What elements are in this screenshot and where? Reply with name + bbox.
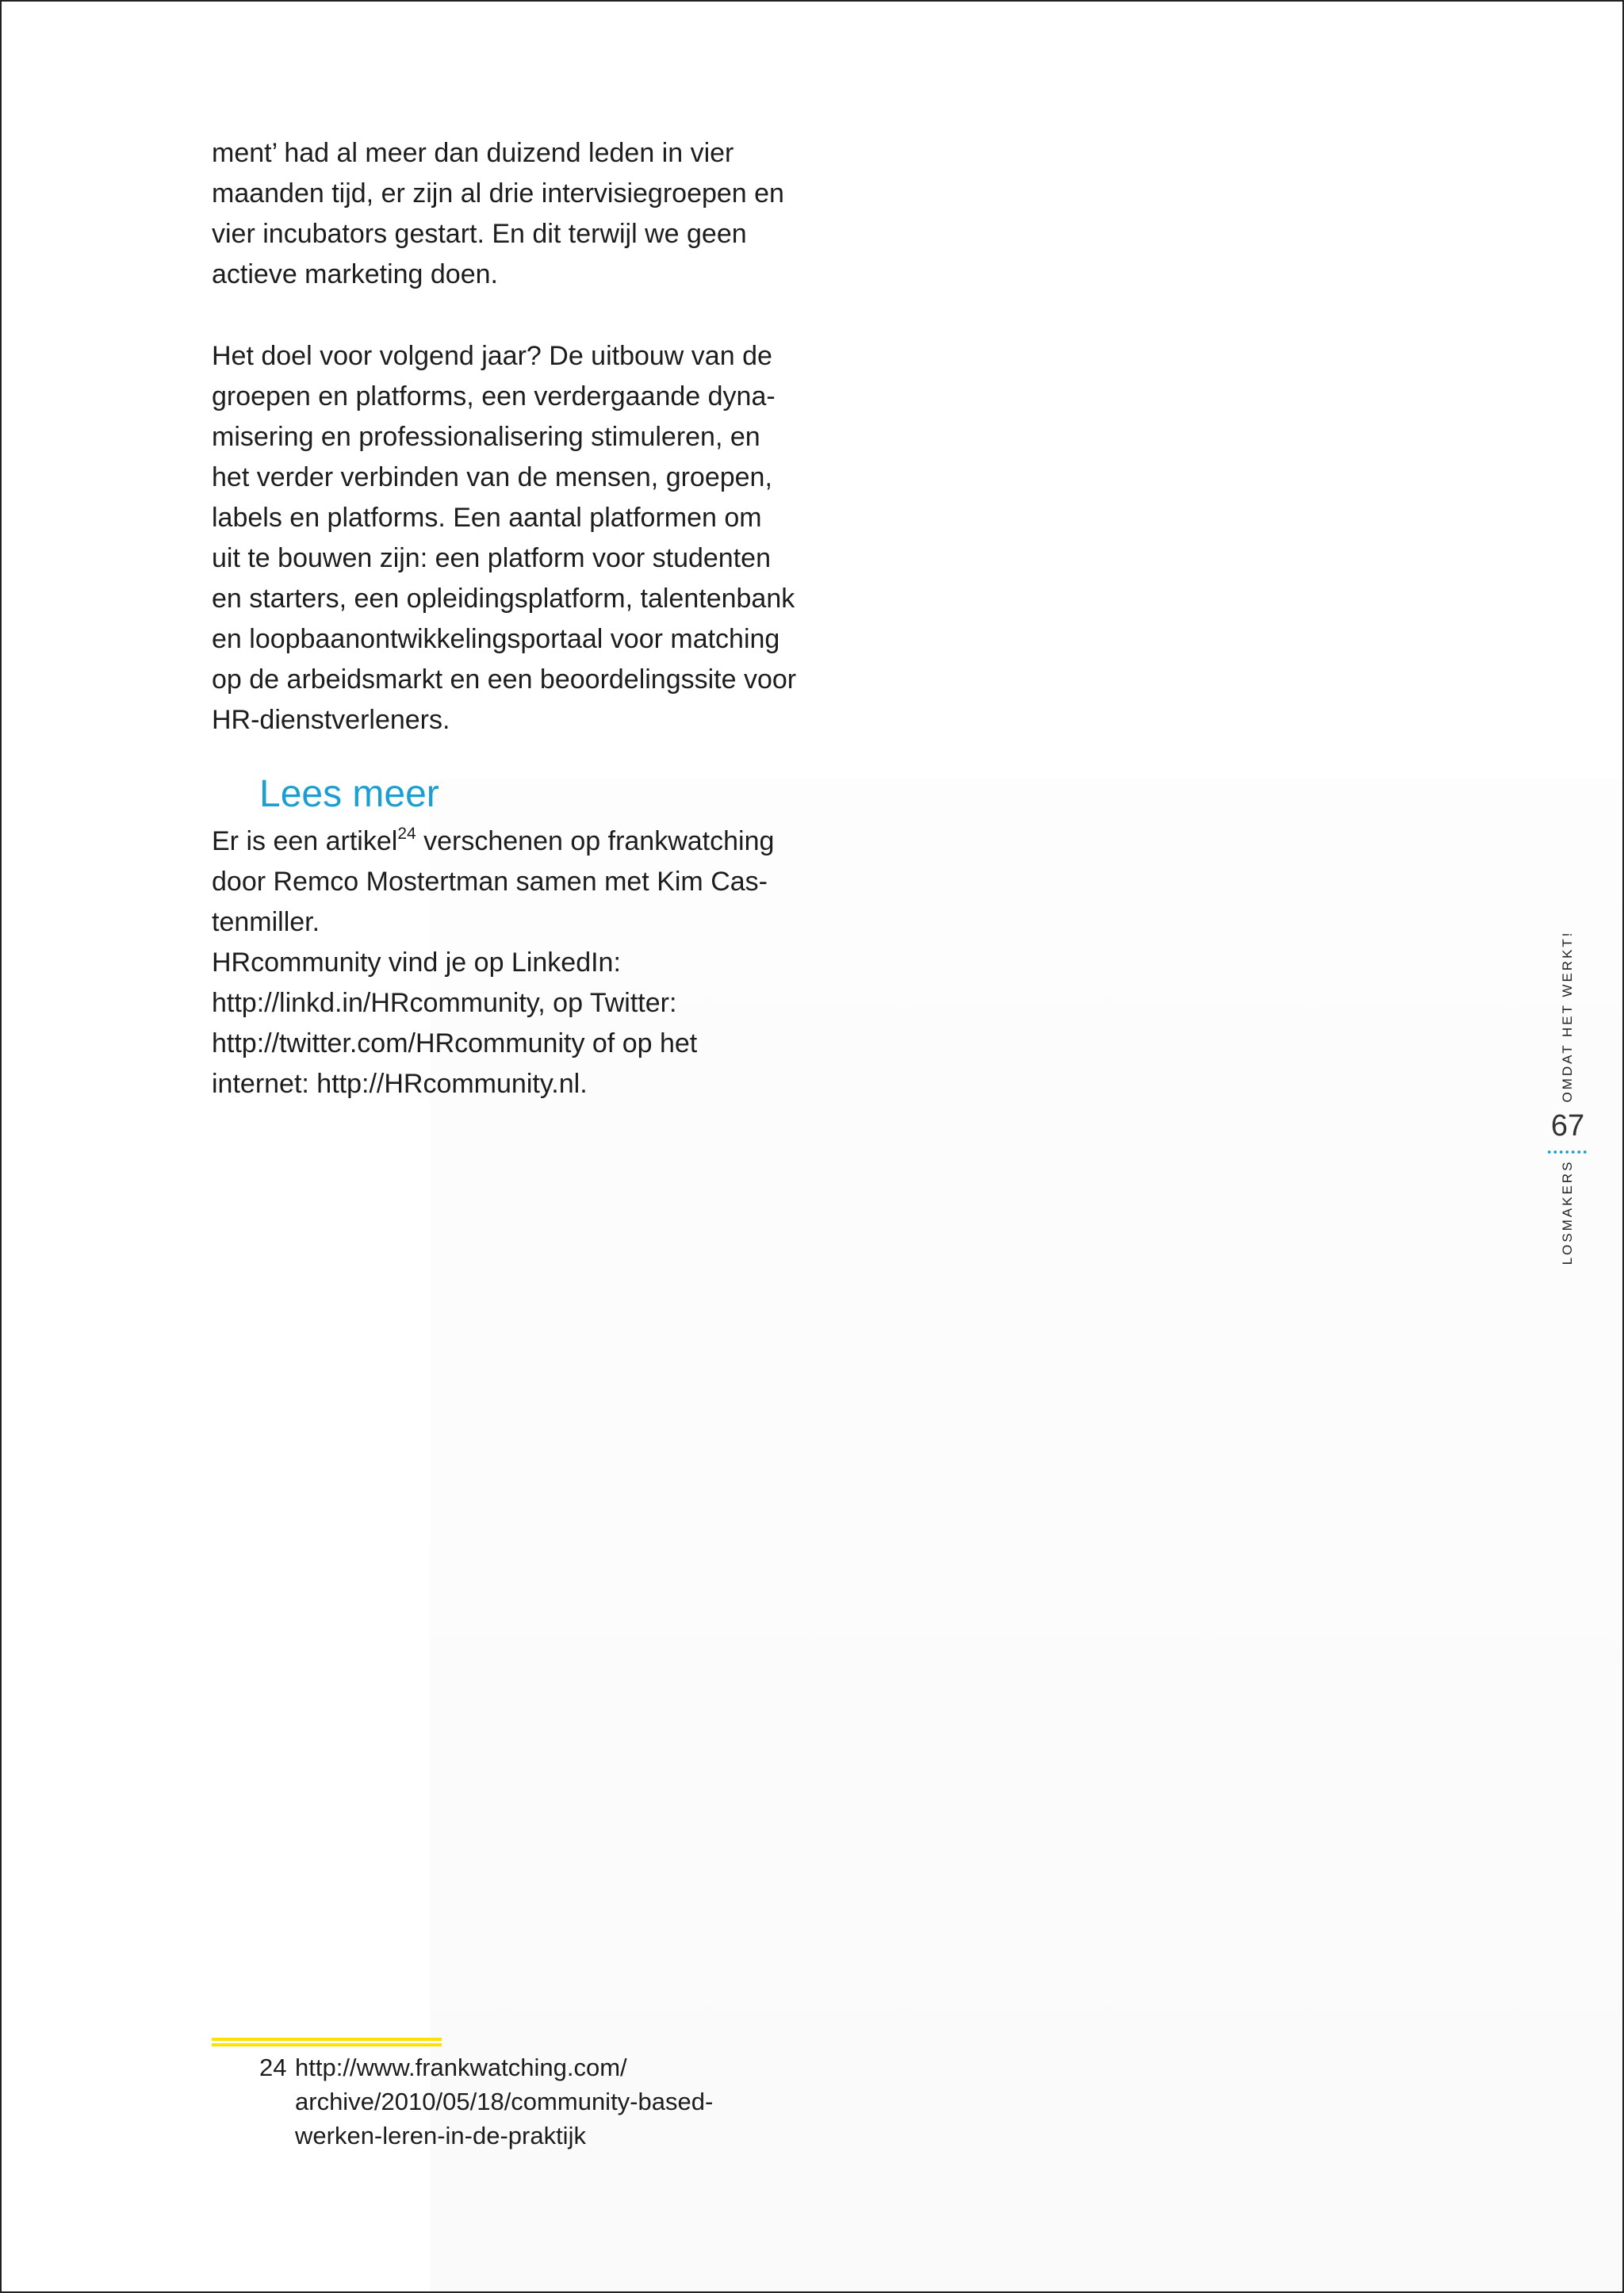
paragraph-read-more (212, 821, 846, 1104)
link-twitter[interactable]: http://twitter.com/HRcommunity of op het (212, 1028, 698, 1058)
footnote-reference[interactable]: 24 (397, 824, 416, 843)
page-number: 67 (1550, 1109, 1585, 1143)
paragraph-goals (212, 336, 846, 741)
text-line: groepen en platforms, een verdergaande dyna- (212, 381, 776, 412)
text-line: maanden tijd, er zijn al drie intervisiegroepen en (212, 178, 784, 209)
link-website[interactable]: internet: http://HRcommunity.nl. (212, 1069, 588, 1099)
text-line: actieve marketing doen. (212, 259, 498, 289)
footnote (259, 2050, 713, 2153)
link-linkedin[interactable]: http://linkd.in/HRcommunity, op Twitter: (212, 988, 677, 1018)
running-header-book (1552, 1161, 1584, 1264)
text-line: tenmiller. (212, 907, 320, 937)
text-line: ment’ had al meer dan duizend leden in vier (212, 138, 734, 168)
footnote-divider-line (212, 2043, 442, 2046)
running-header-title-text: OMDAT HET WERKT! (1560, 930, 1575, 1103)
text-line: Het doel voor volgend jaar? De uitbouw van de (212, 341, 772, 371)
text-line (212, 821, 846, 862)
footnote-link[interactable]: http://www.frankwatching.com/ (295, 2054, 627, 2081)
text-line: en loopbaanontwikkelingsportaal voor matching (212, 624, 780, 654)
section-heading: Lees meer (259, 773, 439, 815)
text-line: door Remco Mostertman samen met Kim Cas- (212, 867, 768, 897)
text-line: misering en professionalisering stimuleren, en (212, 422, 760, 452)
footnote-link-continued[interactable]: archive/2010/05/18/community-based- (295, 2088, 714, 2115)
text-line: HR-dienstverleners. (212, 705, 450, 735)
text-fragment: Er is een artikel (212, 826, 398, 856)
text-line: HRcommunity vind je op LinkedIn: (212, 947, 621, 978)
footnote-number: 24 (259, 2054, 287, 2081)
running-header-title (1552, 929, 1584, 1104)
page-number-dots (1546, 1150, 1588, 1154)
text-line: en starters, een opleidingsplatform, talentenbank (212, 584, 795, 614)
footnote-divider (212, 2038, 442, 2046)
footnote-divider-line (212, 2038, 442, 2041)
text-line: op de arbeidsmarkt en een beoordelingssite voor (212, 664, 797, 695)
running-header-book-text: LOSMAKERS (1560, 1159, 1575, 1265)
text-line: uit te bouwen zijn: een platform voor studenten (212, 543, 771, 573)
text-line: het verder verbinden van de mensen, groepen, (212, 462, 772, 492)
paragraph-intro (212, 133, 846, 295)
text-line: vier incubators gestart. En dit terwijl we geen (212, 219, 747, 249)
footnote-link-continued[interactable]: werken-leren-in-de-praktijk (295, 2122, 586, 2149)
text-line: labels en platforms. Een aantal platformen om (212, 503, 762, 533)
text-fragment: verschenen op frankwatching (416, 826, 775, 856)
